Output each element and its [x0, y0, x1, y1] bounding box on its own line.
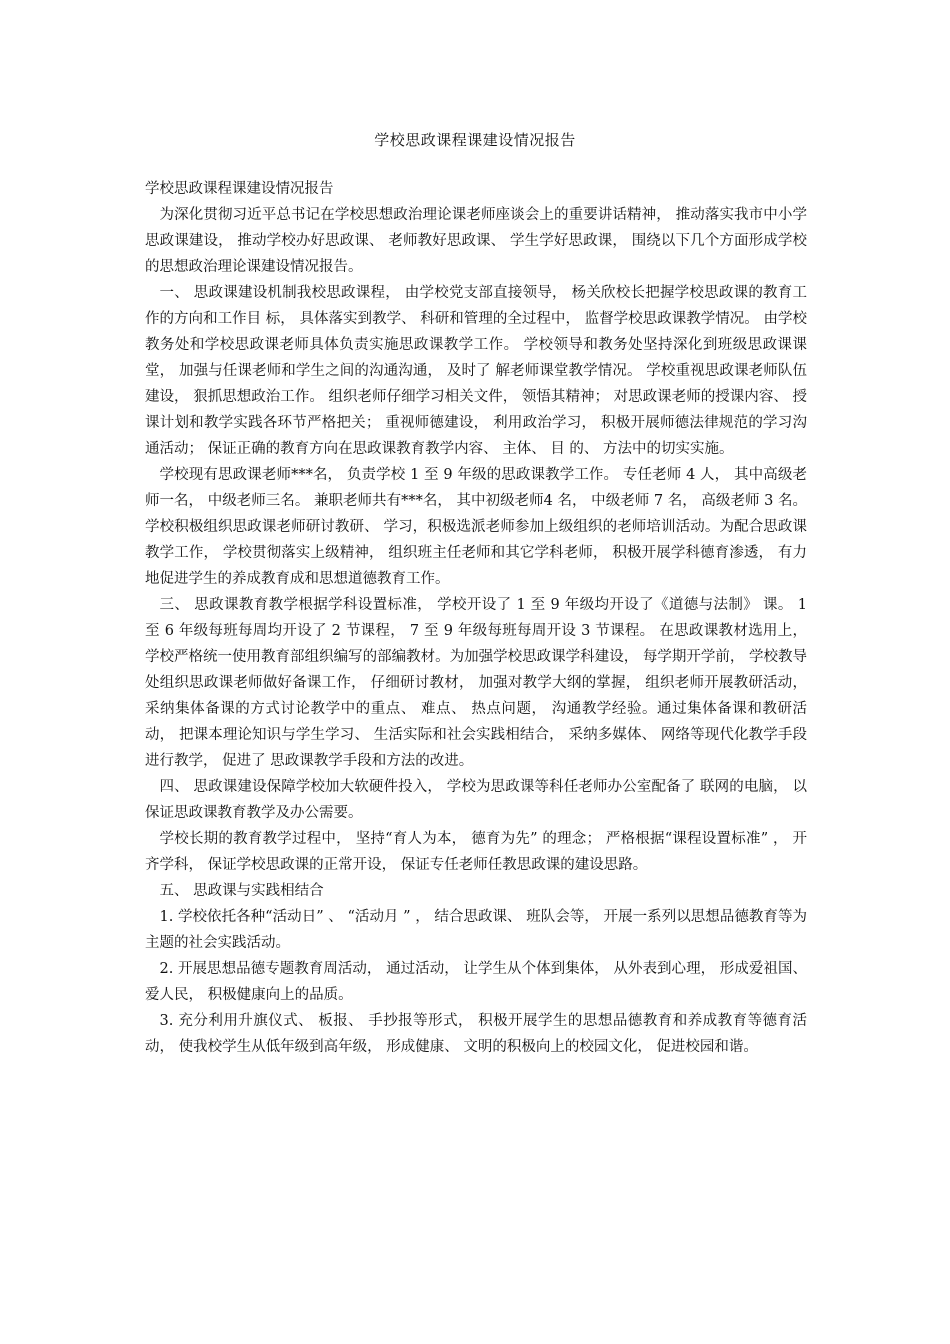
paragraph-section-3: 三、 思政课教育教学根据学科设置标准， 学校开设了 1 至 9 年级均开设了《道德与法制》 课。 1 至 6 年级每班每周均开设了 2 节课程， 7 至 9 年级每班每周开设 3 节课程。 在思政课教材选用上， 学校严格统一使用教育部组织编写的部编教材。为加强学校思政课学科建设， 每学期开学前， 学校教导处组织思政课老师做好备课工作， 仔细研讨教材， 加强对教学大纲的掌握， 组织老师开展教研活动，采纳集体备课的方式讨论教学中的重点、 难点、 热点问题， 沟通教学经验。通过集体备课和教研活动， 把课本理论知识与学生学习、 生活实际和社会实践相结合， 采纳多媒体、 网络等现代化教学手段进行教学， 促进了 思政课教学手段和方法的改进。 [145, 597, 807, 769]
paragraph-section-1: 一、 思政课建设机制我校思政课程， 由学校党支部直接领导， 杨关欣校长把握学校思政课的教育工作的方向和工作目 标， 具体落实到教学、 科研和管理的全过程中， 监督学校思政课教学情况。 由学校教务处和学校思政课老师具体负责实施思政课教学工作。 学校领导和教务处坚持深化到班级思政课课堂， 加强与任课老师和学生之间的沟通沟通， 及时了 解老师课堂教学情况。 学校重视思政课老师队伍建设， 狠抓思想政治工作。 组织老师仔细学习相关文件， 领悟其精神； 对思政课老师的授课内容、 授课计划和教学实践各环节严格把关； 重视师德建设， 利用政治学习， 积极开展师德法律规范的学习沟通活动； 保证正确的教育方向在思政课教育教学内容、 主体、 目 的、 方法中的切实实施。 [145, 285, 807, 457]
paragraph-intro: 为深化贯彻习近平总书记在学校思想政治理论课老师座谈会上的重要讲话精神， 推动落实我市中小学思政课建设， 推动学校办好思政课、 老师教好思政课、 学生学好思政课， 围绕以下几个方面形成学校的思想政治理论课建设情况报告。 [145, 207, 807, 275]
document-subtitle: 学校思政课程课建设情况报告 [145, 181, 334, 197]
paragraph-teachers: 学校现有思政课老师***名， 负责学校 1 至 9 年级的思政课教学工作。 专任老师 4 人， 其中高级老师一名， 中级老师三名。 兼职老师共有***名， 其中初级老师4 名， 中级老师 7 名， 高级老师 3 名。 学校积极组织思政课老师研讨教研、 学习，积极选派老师参加上级组织的老师培训活动。为配合思政课教学工作， 学校贯彻落实上级精神， 组织班主任老师和其它学科老师， 积极开展学科德育渗透， 有力地促进学生的养成教育成和思想道德教育工作。 [145, 467, 807, 587]
document-body [145, 176, 807, 1060]
paragraph-item-1: 1. 学校依托各种“活动日” 、 “活动月 ” ， 结合思政课、 班队会等， 开展一系列以思想品德教育等为主题的社会实践活动。 [145, 909, 807, 951]
paragraph-item-3: 3. 充分利用升旗仪式、 板报、 手抄报等形式， 积极开展学生的思想品德教育和养成教育等德育活动， 使我校学生从低年级到高年级， 形成健康、 文明的积极向上的校园文化， 促进校园和谐。 [145, 1013, 807, 1055]
paragraph-item-2: 2. 开展思想品德专题教育周活动， 通过活动， 让学生从个体到集体， 从外表到心理， 形成爱祖国、 爱人民， 积极健康向上的品质。 [145, 961, 807, 1003]
document-title: 学校思政课程课建设情况报告 [374, 131, 576, 149]
paragraph-section-4: 四、 思政课建设保障学校加大软硬件投入， 学校为思政课等科任老师办公室配备了 联网的电脑， 以保证思政课教育教学及办公需要。 [145, 779, 807, 821]
paragraph-section-5-heading: 五、 思政课与实践相结合 [159, 883, 324, 899]
paragraph-philosophy: 学校长期的教育教学过程中， 坚持“育人为本， 德育为先” 的理念； 严格根据“课程设置标准” ， 开齐学科， 保证学校思政课的正常开设， 保证专任老师任教思政课的建设思路。 [145, 831, 807, 873]
